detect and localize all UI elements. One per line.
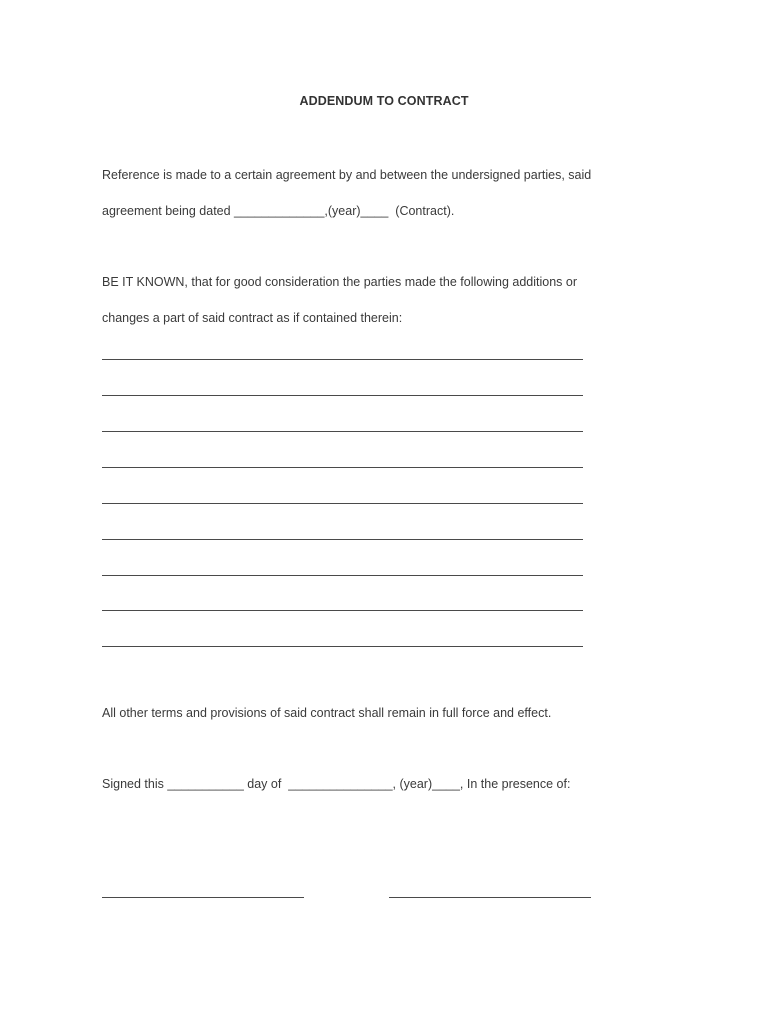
addition-blank-line — [102, 646, 583, 647]
signed-this-line: Signed this ___________ day of _______________, (year)____, In the presence of: — [102, 777, 571, 791]
addition-blank-line — [102, 431, 583, 432]
document-title: ADDENDUM TO CONTRACT — [299, 94, 469, 108]
addition-blank-line — [102, 539, 583, 540]
signature-line-right — [389, 897, 591, 898]
addition-blank-line — [102, 610, 583, 611]
reference-line-2: agreement being dated _____________,(year)____ (Contract). — [102, 204, 455, 218]
addition-blank-line — [102, 395, 583, 396]
be-it-known-line-2: changes a part of said contract as if contained therein: — [102, 311, 403, 325]
addition-blank-line — [102, 359, 583, 360]
reference-line-1: Reference is made to a certain agreement by and between the undersigned parties, said — [102, 168, 592, 182]
signature-line-left — [102, 897, 304, 898]
other-terms-text: All other terms and provisions of said contract shall remain in full force and effect. — [102, 706, 552, 720]
addition-blank-line — [102, 467, 583, 468]
addition-blank-line — [102, 503, 583, 504]
addition-blank-line — [102, 575, 583, 576]
be-it-known-line-1: BE IT KNOWN, that for good consideration the parties made the following additions or — [102, 275, 578, 289]
